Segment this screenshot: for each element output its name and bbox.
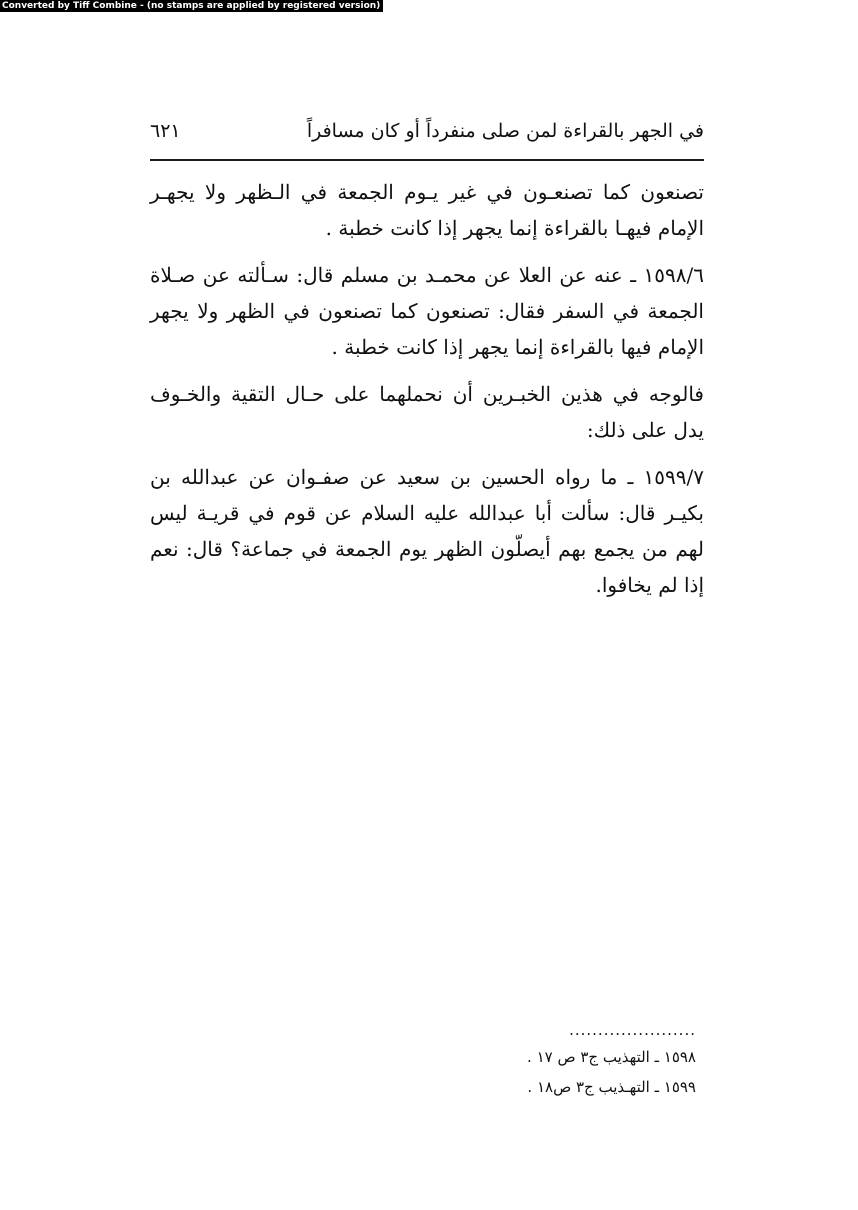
- main-text: [150, 174, 704, 614]
- paragraph-2-hadith-1598: ١٥٩٨/٦ ـ عنه عن العلا عن محمـد بن مسلم قال: سـألته عن صـلاة الجمعة في السفر فقال: تصنعون كما تصنعون في الظهر ولا يجهر الإمام فيها بالقراءة إنما يجهر إذا كانت خطبة .: [150, 263, 704, 359]
- header-rule: [150, 159, 704, 161]
- footnotes: [500, 1022, 696, 1102]
- page-header: [150, 112, 704, 152]
- paragraph-4-hadith-1599: ١٥٩٩/٧ ـ ما رواه الحسين بن سعيد عن صفـوان عن عبدالله بن بكيـر قال: سألت أبا عبدالله عليه السلام عن قوم في قريـة ليس لهم من يجمع بهم أيصلّون الظهر يوم الجمعة في جماعة؟ قال: نعم إذا لم يخافوا.: [150, 465, 704, 597]
- converter-watermark: Converted by Tiff Combine - (no stamps are applied by registered version): [0, 0, 383, 12]
- footnote-1599: ١٥٩٩ ـ التهـذيب ج٣ ص١٨ .: [527, 1078, 696, 1096]
- footnote-divider: ......................: [569, 1022, 696, 1039]
- footnote-1598: ١٥٩٨ ـ التهذيب ج٣ ص ١٧ .: [527, 1048, 696, 1066]
- paragraph-1: تصنعون كما تصنعـون في غير يـوم الجمعة في الـظهر ولا يجهـر الإمام فيهـا بالقراءة إنما يجهر إذا كانت خطبة .: [150, 180, 704, 240]
- paragraph-3: فالوجه في هذين الخبـرين أن نحملهما على حـال التقية والخـوف يدل على ذلك:: [150, 382, 704, 442]
- page-number: ٦٢١: [150, 120, 181, 142]
- running-title: في الجهر بالقراءة لمن صلى منفرداً أو كان مسافراً: [306, 120, 704, 142]
